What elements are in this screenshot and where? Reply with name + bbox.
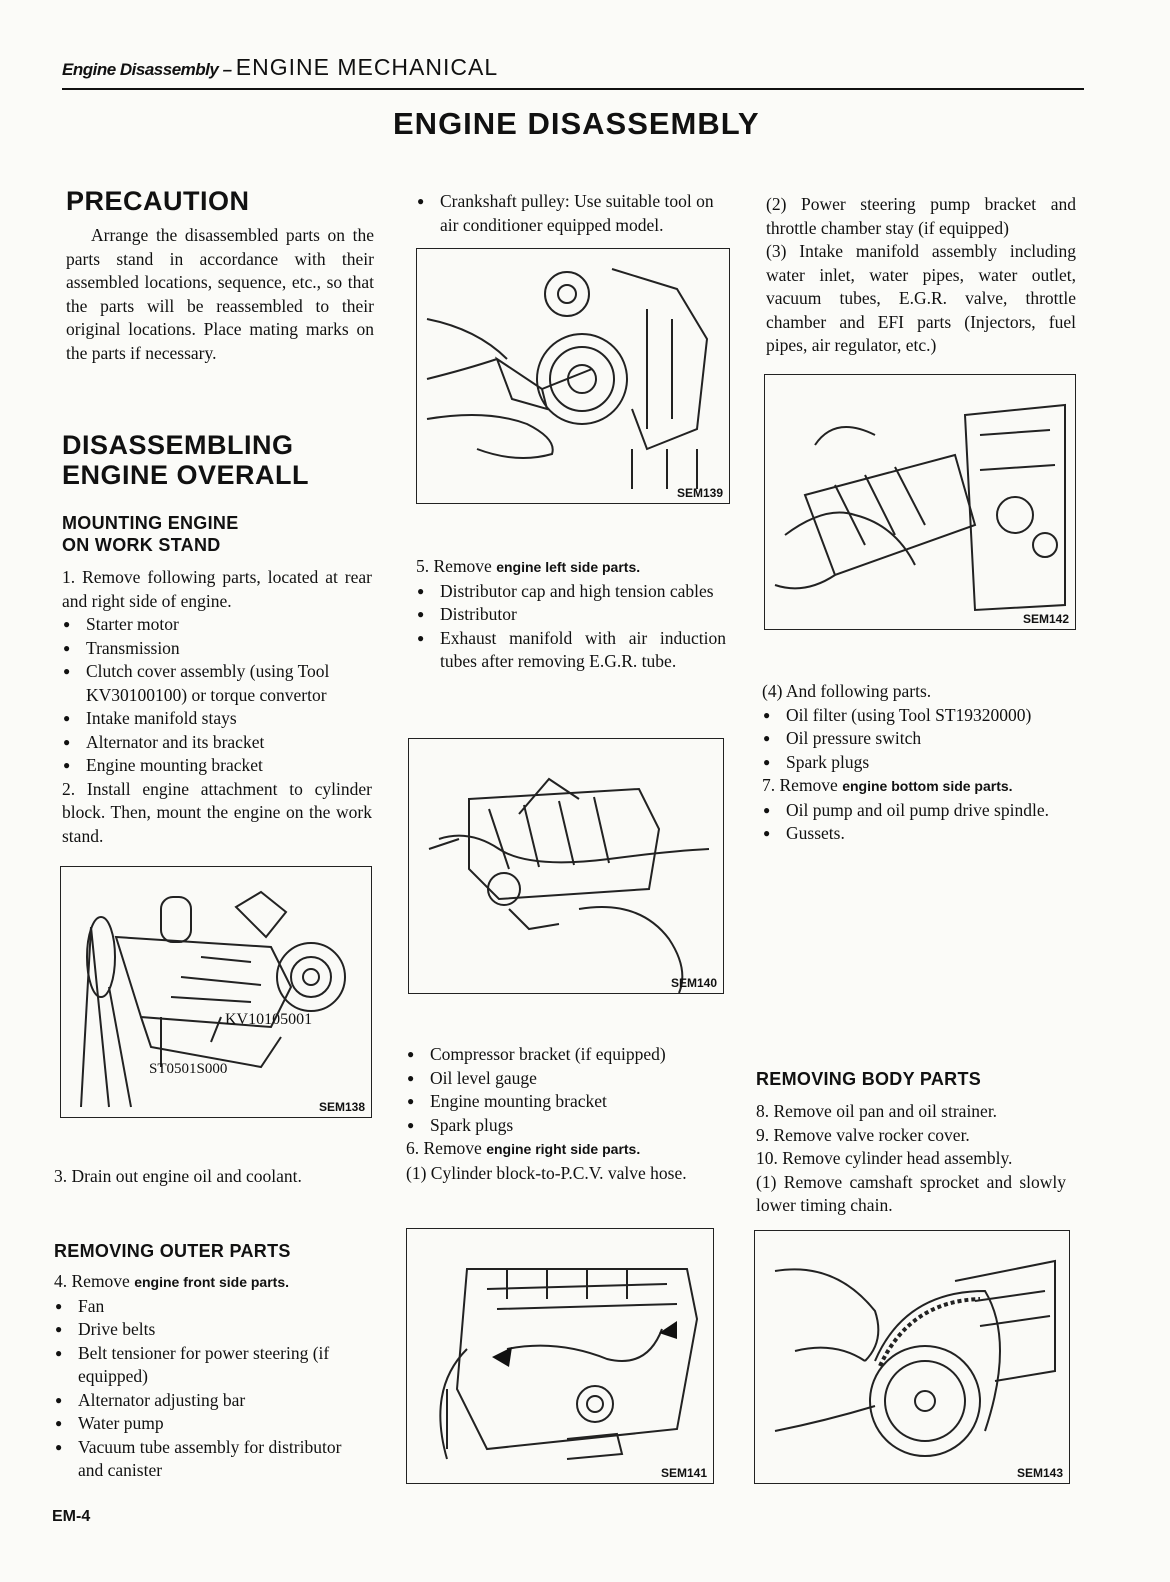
running-header (62, 54, 498, 81)
list-item: ● Water pump (54, 1412, 366, 1436)
mounting-heading-line1: MOUNTING ENGINE (62, 513, 239, 533)
step-1-block (62, 566, 372, 848)
figure-label: SEM141 (660, 1466, 707, 1480)
sub-2-text: (2) Power steering pump bracket and throttle chamber stay (if equipped) (766, 194, 1076, 238)
list-item: ● Oil level gauge (406, 1067, 722, 1091)
list-item: ● Alternator and its bracket (62, 731, 372, 755)
overall-heading-line1: DISASSEMBLING (62, 430, 294, 460)
list-item: ● Gussets. (762, 822, 1074, 846)
step-9-text: 9. Remove valve rocker cover. (756, 1124, 970, 1145)
step-2-text: 2. Install engine attachment to cylinder block. Then, mount the engine on the work stand. (62, 778, 372, 846)
page-title: ENGINE DISASSEMBLY (393, 106, 760, 141)
sub-3-text: (3) Intake manifold assembly including water inlet, water pipes, water outlet, vacuum tubes, E.G.R. valve, throttle chamber and EFI parts (Injectors, fuel pipes, air regulator, etc.) (766, 241, 1076, 355)
figure-sem139 (416, 248, 730, 504)
step-3-text: 3. Drain out engine oil and coolant. (54, 1166, 302, 1186)
list-item: ● Exhaust manifold with air induction tubes after removing E.G.R. tube. (416, 627, 726, 674)
header-section-big: ENGINE MECHANICAL (235, 54, 499, 80)
list-item: ● Distributor cap and high tension cables (416, 580, 726, 604)
step-6-text (406, 1137, 722, 1162)
list-item: ● Fan (54, 1295, 366, 1319)
exhaust-manifold-illustration (409, 739, 723, 993)
mounting-heading-line2: ON WORK STAND (62, 535, 221, 555)
list-item: ● Transmission (62, 637, 372, 661)
step-4-text (54, 1270, 366, 1295)
precaution-heading: PRECAUTION (66, 186, 250, 216)
list-item: ● Compressor bracket (if equipped) (406, 1043, 722, 1067)
page-number: EM-4 (52, 1508, 91, 1525)
list-item: ● Oil pressure switch (762, 727, 1074, 751)
header-section-small: Engine Disassembly (62, 60, 219, 79)
outer-parts-heading: REMOVING OUTER PARTS (54, 1241, 291, 1261)
step-7-text (762, 774, 1074, 799)
intake-manifold-illustration (765, 375, 1075, 629)
right-side-block (406, 1043, 722, 1185)
step-7-emphasis: engine bottom side parts. (842, 778, 1013, 794)
list-item: ● Vacuum tube assembly for distributor and canister (54, 1436, 366, 1483)
figure-sem143 (754, 1230, 1070, 1484)
list-item: ● Crankshaft pulley: Use suitable tool on air conditioner equipped model. (416, 190, 728, 237)
list-item: ● Intake manifold stays (62, 707, 372, 731)
list-item: ● Oil pump and oil pump drive spindle. (762, 799, 1074, 823)
step-5-text (416, 555, 726, 580)
step-8-text: 8. Remove oil pan and oil strainer. (756, 1101, 998, 1121)
sub-4-block (762, 680, 1074, 846)
figure-label: SEM138 (318, 1100, 365, 1114)
crank-item-block (416, 190, 728, 237)
step-5-prefix: 5. Remove (416, 556, 497, 576)
sub-4-text: (4) And following parts. (762, 681, 932, 701)
figure-sem141 (406, 1228, 714, 1484)
step-4-block (54, 1270, 366, 1483)
list-item: ● Alternator adjusting bar (54, 1389, 366, 1413)
step-1-text: 1. Remove following parts, located at rear and right side of engine. (62, 567, 372, 611)
figure-label: SEM139 (676, 486, 723, 500)
list-item: ● Spark plugs (406, 1114, 722, 1138)
list-item: ● Engine mounting bracket (406, 1090, 722, 1114)
step-10-text: 10. Remove cylinder head assembly. (756, 1148, 1013, 1168)
figure-sem142 (764, 374, 1076, 630)
step-10-sub-1: (1) Remove camshaft sprocket and slowly lower timing chain. (756, 1171, 1066, 1215)
list-item: ● Belt tensioner for power steering (if equipped) (54, 1342, 366, 1389)
precaution-text: Arrange the disassembled parts on the parts stand in accordance with their assembled locations, sequence, etc., so that the parts will be reassembled to their original locations. Place mating marks on the parts if necessary. (66, 225, 374, 363)
list-item: ● Clutch cover assembly (using Tool KV30100100) or torque convertor (62, 660, 372, 707)
header-dash: – (218, 60, 236, 79)
figure-sem140 (408, 738, 724, 994)
step-4-emphasis: engine front side parts. (134, 1274, 290, 1290)
callout-tool-b: ST0501S000 (149, 1061, 228, 1077)
figure-label: SEM140 (670, 976, 717, 990)
body-parts-heading: REMOVING BODY PARTS (756, 1069, 982, 1089)
figure-sem138 (60, 866, 372, 1118)
list-item: ● Oil filter (using Tool ST19320000) (762, 704, 1074, 728)
step-4-prefix: 4. Remove (54, 1271, 135, 1291)
step-7-prefix: 7. Remove (762, 775, 843, 795)
list-item: ● Distributor (416, 603, 726, 627)
figure-label: SEM143 (1016, 1466, 1063, 1480)
overall-heading (62, 430, 309, 490)
step-6-sub-1: (1) Cylinder block-to-P.C.V. valve hose. (406, 1162, 687, 1183)
step-5-block (416, 555, 726, 674)
list-item: ● Spark plugs (762, 751, 1074, 775)
crankshaft-pulley-illustration (417, 249, 729, 503)
list-item: ● Drive belts (54, 1318, 366, 1342)
timing-chain-illustration (755, 1231, 1069, 1483)
step-6-prefix: 6. Remove (406, 1138, 487, 1158)
figure-label: SEM142 (1022, 612, 1069, 626)
callout-tool-a: KV10105001 (225, 1011, 313, 1028)
header-rule (62, 88, 1084, 90)
overall-heading-line2: ENGINE OVERALL (62, 460, 310, 490)
list-item: ● Engine mounting bracket (62, 754, 372, 778)
col3-sub-2-3 (766, 193, 1076, 358)
list-item: ● Starter motor (62, 613, 372, 637)
pcv-hose-illustration (407, 1229, 713, 1483)
engine-on-stand-illustration (61, 867, 371, 1117)
mounting-heading (62, 512, 239, 556)
body-steps-block (756, 1100, 1066, 1218)
step-6-emphasis: engine right side parts. (486, 1141, 641, 1157)
step-5-emphasis: engine left side parts. (496, 559, 641, 575)
